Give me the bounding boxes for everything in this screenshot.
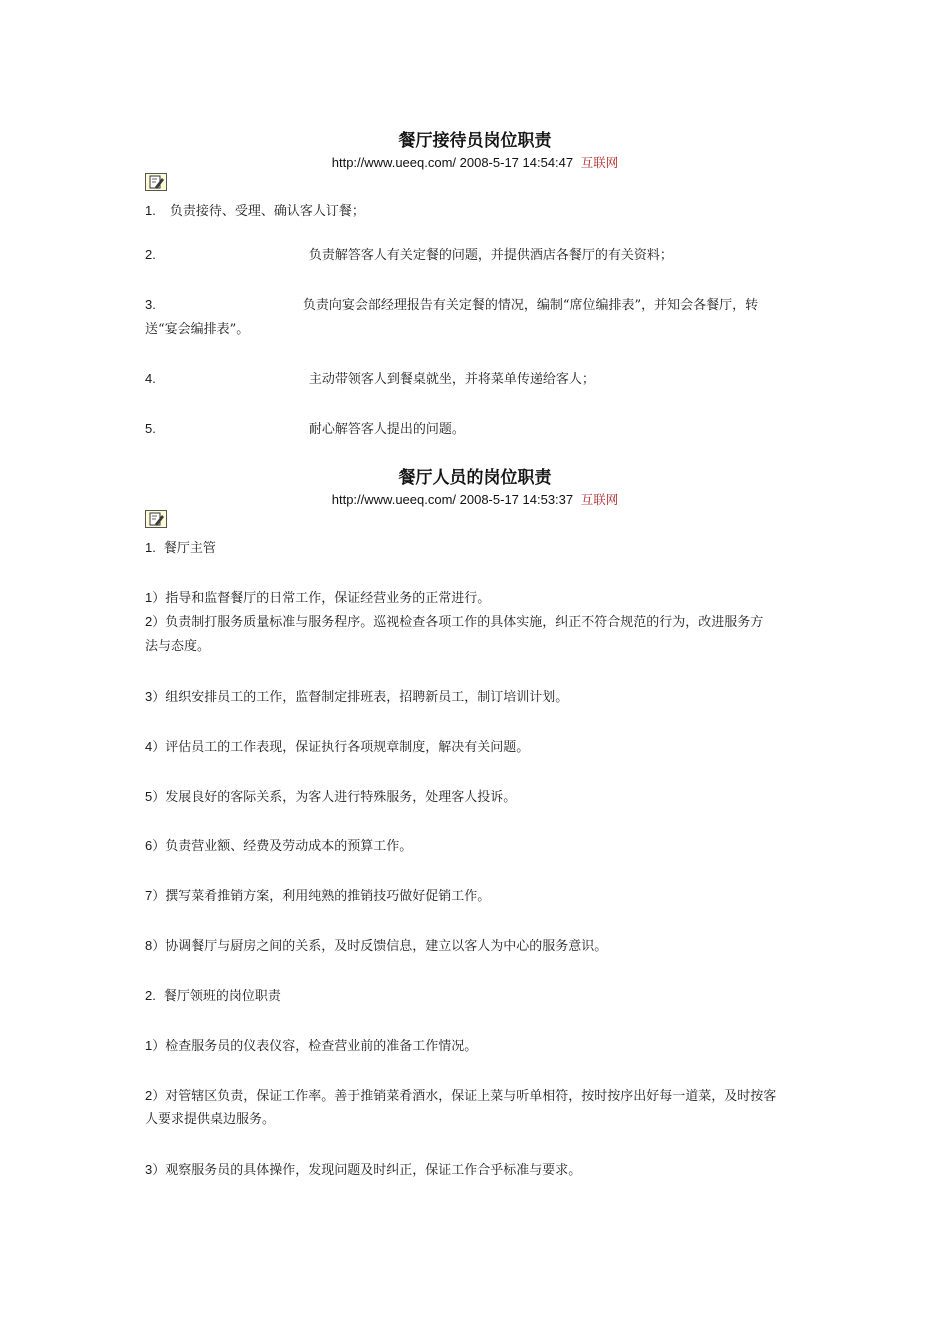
list-item: [145, 934, 810, 959]
item-number: 4.: [145, 371, 156, 386]
item-number: 1）: [145, 1038, 166, 1053]
list-item: [145, 884, 810, 909]
item-number: 3.: [145, 297, 156, 312]
item-text: 餐厅领班的岗位职责: [163, 989, 281, 1004]
item-number: 8）: [145, 938, 166, 953]
article2-datetime: 2008-5-17 14:53:37: [459, 492, 574, 507]
item-text: 观察服务员的具体操作，发现问题及时纠正，保证工作合乎标准与要求。: [165, 1163, 582, 1178]
item-number: 1.: [145, 203, 156, 218]
list-item-continuation: 送“宴会编排表”。: [145, 322, 250, 337]
item-number: 2）: [145, 614, 166, 629]
item-text: 发展良好的客际关系，为客人进行特殊服务，处理客人投诉。: [165, 790, 517, 805]
article2-meta: [0, 490, 950, 508]
item-text: 撰写菜肴推销方案，利用纯熟的推销技巧做好促销工作。: [165, 889, 491, 904]
article2-url[interactable]: http://www.ueeq.com/: [331, 492, 457, 507]
article1-datetime: 2008-5-17 14:54:47: [459, 155, 574, 170]
item-text: 负责营业额、经费及劳动成本的预算工作。: [165, 839, 413, 854]
item-number: 1）: [145, 590, 166, 605]
item-number: 7）: [145, 888, 166, 903]
section-heading: [145, 984, 810, 1009]
article1-url[interactable]: http://www.ueeq.com/: [331, 155, 457, 170]
item-text: 对管辖区负责，保证工作率。善于推销菜肴酒水，保证上菜与听单相符，按时按序出好每一道菜，及时按客: [165, 1089, 777, 1104]
list-item: [145, 1034, 810, 1059]
list-item: [145, 785, 810, 810]
article1-title: 餐厅接待员岗位职责: [398, 131, 552, 151]
list-item: [145, 417, 810, 442]
article1-source[interactable]: 互联网: [580, 155, 619, 170]
item-number: 3）: [145, 1162, 166, 1177]
item-text: 负责接待、受理、确认客人订餐；: [169, 204, 365, 219]
item-number: 1.: [145, 540, 156, 555]
item-text: 组织安排员工的工作，监督制定排班表，招聘新员工，制订培训计划。: [165, 690, 569, 705]
item-text: 餐厅主管: [163, 541, 216, 556]
list-item: [145, 293, 810, 318]
item-text: 检查服务员的仪表仪容，检查营业前的准备工作情况。: [165, 1039, 478, 1054]
item-text: 主动带领客人到餐桌就坐，并将菜单传递给客人；: [308, 372, 595, 387]
list-item: [145, 735, 810, 760]
item-number: 4）: [145, 739, 166, 754]
item-number: 5）: [145, 789, 166, 804]
item-number: 6）: [145, 838, 166, 853]
list-item: [145, 834, 810, 859]
item-text: 负责制打服务质量标准与服务程序。巡视检查各项工作的具体实施，纠正不符合规范的行为，改进服务方: [165, 615, 764, 630]
item-text: 指导和监督餐厅的日常工作，保证经营业务的正常进行。: [165, 591, 491, 606]
section-heading: [145, 536, 810, 561]
list-item: [145, 367, 810, 392]
item-number: 5.: [145, 421, 156, 436]
article1-meta: [0, 153, 950, 171]
list-item-continuation: 法与态度。: [145, 639, 211, 654]
list-item: [145, 1084, 810, 1109]
list-item: [145, 610, 810, 635]
list-item: [145, 685, 810, 710]
article2-title: 餐厅人员的岗位职责: [398, 468, 552, 488]
item-number: 2.: [145, 247, 156, 262]
item-text: 负责解答客人有关定餐的问题，并提供酒店各餐厅的有关资料；: [308, 248, 673, 263]
item-text: 耐心解答客人提出的问题。: [308, 422, 465, 437]
list-item: [145, 1158, 810, 1183]
pencil-note-icon[interactable]: [145, 173, 167, 191]
article2-source[interactable]: 互联网: [580, 492, 619, 507]
item-number: 2.: [145, 988, 156, 1003]
item-number: 3）: [145, 689, 166, 704]
pencil-note-icon[interactable]: [145, 510, 167, 528]
item-number: 2）: [145, 1088, 166, 1103]
list-item: [145, 243, 810, 268]
list-item: [145, 586, 810, 611]
list-item-continuation: 人要求提供桌边服务。: [145, 1112, 276, 1127]
list-item: [145, 199, 810, 224]
item-text: 负责向宴会部经理报告有关定餐的情况，编制“席位编排表”，并知会各餐厅，转: [302, 298, 759, 313]
item-text: 评估员工的工作表现，保证执行各项规章制度，解决有关问题。: [165, 740, 530, 755]
item-text: 协调餐厅与厨房之间的关系，及时反馈信息，建立以客人为中心的服务意识。: [165, 939, 608, 954]
